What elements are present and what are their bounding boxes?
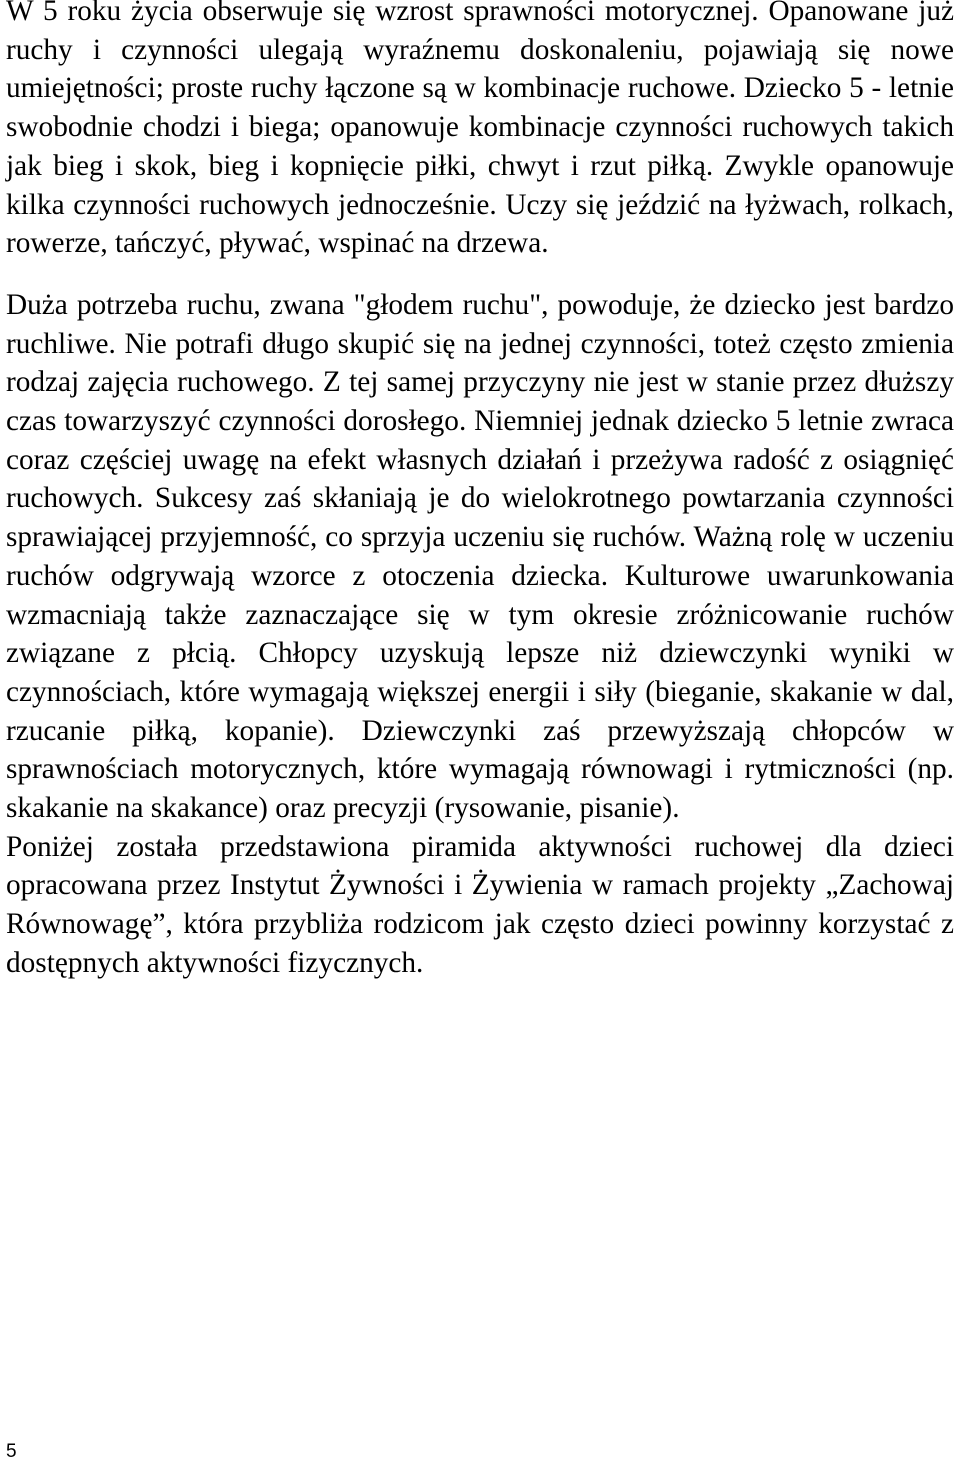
paragraph-activity-pyramid-intro: Poniżej została przedstawiona piramida aktywności ruchowej dla dzieci opracowana przez Instytut Żywności i Żywienia w ramach projekty „Zachowaj Równowagę”, która przybliża rodzicom jak często dzieci powinny korzystać z dostępnych aktywności fizycznych. (6, 830, 954, 979)
page-number: 5 (6, 1441, 17, 1462)
paragraph-need-for-movement: Duża potrzeba ruchu, zwana "głodem ruchu", powoduje, że dziecko jest bardzo ruchliwe. Nie potrafi długo skupić się na jednej czynności, toteż często zmienia rodzaj zajęcia ruchowego. Z tej samej przyczyny nie jest w stanie przez dłuższy czas towarzyszyć czynności dorosłego. Niemniej jednak dziecko 5 letnie zwraca coraz częściej uwagę na efekt własnych działań i przeżywa radość z osiągnięć ruchowych. Sukcesy zaś skłaniają je do wielokrotnego powtarzania czynności sprawiającej przyjemność, co sprzyja uczeniu się ruchów. Ważną rolę w uczeniu ruchów odgrywają wzorce z otoczenia dziecka. Kulturowe uwarunkowania wzmacniają także zaznaczające się w tym okresie zróżnicowanie ruchów związane z płcią. Chłopcy uzyskują lepsze niż dziewczynki wyniki w czynnościach, które wymagają większej energii i siły (bieganie, skakanie w dal, rzucanie piłką, kopanie). Dziewczynki zaś przewyższają chłopców w sprawnościach motorycznych, które wymagają równowagi i rytmiczności (np. skakanie na skakance) oraz precyzji (rysowanie, pisanie). (6, 288, 954, 825)
paragraph-motor-development: W 5 roku życia obserwuje się wzrost sprawności motorycznej. Opanowane już ruchy i czynności ulegają wyraźnemu doskonaleniu, pojawiają się nowe umiejętności; proste ruchy łączone są w kombinacje ruchowe. Dziecko 5 - letnie swobodnie chodzi i biega; opanowuje kombinacje czynności ruchowych takich jak bieg i skok, bieg i kopnięcie piłki, chwyt i rzut piłką. Zwykle opanowuje kilka czynności ruchowych jednocześnie. Uczy się jeździć na łyżwach, rolkach, rowerze, tańczyć, pływać, wspinać na drzewa. (6, 0, 954, 260)
document-body (6, 0, 954, 983)
